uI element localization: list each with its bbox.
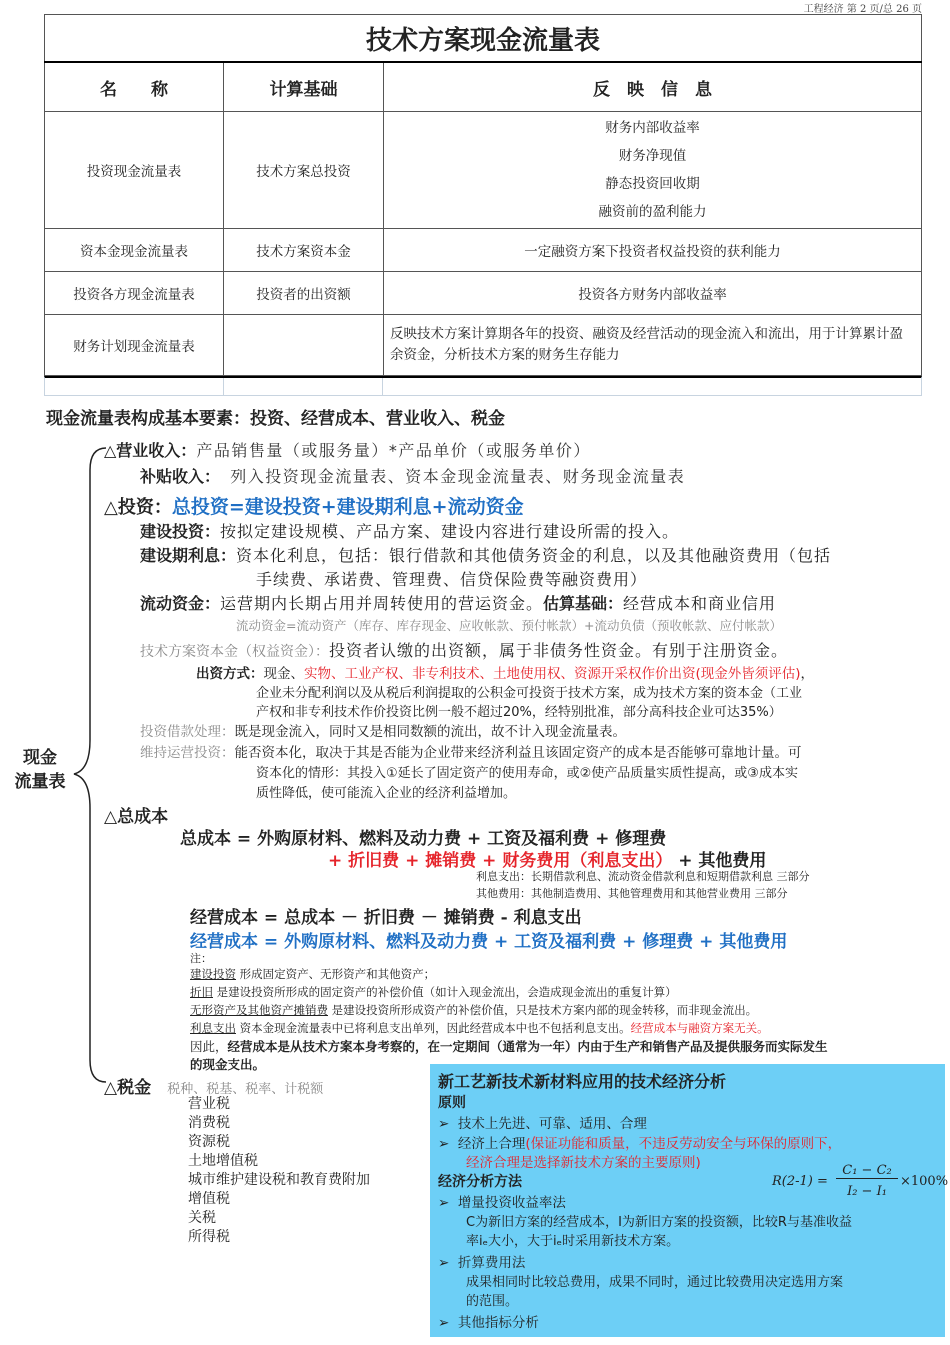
header-name: 名 称 [45, 62, 224, 112]
method-3: 其他指标分析 [457, 1315, 539, 1331]
conclusion-line-2: 的现金支出。 [190, 1057, 266, 1072]
note-text: 是建设投资所形成资产的补偿价值，只是技术方案内部的现金转移，而非现金流出。 [328, 1003, 758, 1017]
header-basis: 计算基础 [224, 62, 384, 112]
formula-lhs: R(2-1) = [772, 1174, 828, 1189]
left-brace [70, 440, 110, 1090]
brace-label-line: 现金 [23, 748, 57, 768]
principle-1: 技术上先进、可靠、适用、合理 [457, 1116, 647, 1132]
row-basis: 投资者的出资额 [224, 272, 384, 315]
info-line: 财务净现值 [618, 148, 687, 164]
contrib-label: 出资方式： [196, 666, 264, 682]
bullet-icon: ➢ [438, 1255, 450, 1271]
tax-sub: 税种、税基、税率、计税额 [167, 1082, 324, 1097]
brace-label-line: 流量表 [14, 772, 66, 792]
note-label: 注： [190, 952, 212, 965]
subsidy-line [140, 464, 685, 487]
note-term: 折旧 [190, 985, 213, 999]
table-title: 技术方案现金流量表 [45, 15, 922, 63]
construction-line [140, 519, 679, 542]
principle-2: 经济上合理 [457, 1136, 526, 1152]
conclusion-line [190, 1037, 828, 1055]
tax-item: 增值税 [188, 1191, 230, 1207]
maintain-line-3: 质性降低，使可能流入企业的经济利益增加。 [256, 786, 517, 801]
brace-label [10, 746, 70, 794]
note-4 [190, 1020, 769, 1036]
working-text: 运营期内长期占用并周转使用的营运资金。 [220, 594, 544, 613]
elements-title: 现金流量表构成基本要素：投资、经营成本、营业收入、税金 [46, 409, 505, 429]
contrib-assets: 实物、工业产权、非专利技术、土地使用权、资源开采权作价出资 [304, 666, 696, 682]
formula-tail: ×100% [900, 1174, 949, 1189]
equity-line [140, 638, 788, 661]
maintain-line-2: 资本化的情形：其投入①延长了固定资产的使用寿命，或②使产品质量实质性提高，或③成本实 [256, 766, 798, 781]
maintain-text: 能否资本化，取决于其是否能为企业带来经济利益且该固定资产的成本是否能够可靠地计量。可 [234, 745, 802, 761]
estimate-text: 经营成本和商业信用 [623, 594, 777, 613]
subsidy-label: 补贴收入： [140, 467, 221, 486]
other-note: 其他费用：其他制造费用、其他管理费用和其他营业费用 三部分 [476, 887, 788, 900]
note-2 [190, 984, 677, 1000]
formula-den: I₂ − I₁ [847, 1184, 887, 1199]
info-line: 静态投资回收期 [605, 176, 700, 192]
note-1 [190, 966, 435, 982]
equity-text: 投资者认缴的出资额，属于非债务性资金。有别于注册资金。 [329, 641, 789, 660]
tax-item: 消费税 [188, 1115, 230, 1131]
bullet-icon: ➢ [438, 1195, 450, 1211]
method-1-text: C为新旧方案的经营成本，I为新旧方案的投资额，比较R与基准收益 [466, 1215, 852, 1230]
investment-label: △投资： [104, 497, 172, 518]
maintain-label: 维持运营投资： [140, 745, 235, 761]
investment-line [104, 492, 524, 519]
row-name: 财务计划现金流量表 [45, 315, 224, 376]
cost-label: △总成本 [104, 807, 169, 827]
working-label: 流动资金： [140, 594, 221, 613]
operating-cost-2: 经营成本 = 外购原材料、燃料及动力费 + 工资及福利费 + 修理费 + 其他费用 [190, 932, 788, 952]
tax-label: △税金 [104, 1078, 152, 1098]
contribution-line-2: 企业未分配利润以及从税后利润提取的公积金可投资于技术方案，成为技术方案的资本金（工业 [256, 686, 803, 701]
loan-label: 投资借款处理： [140, 724, 235, 740]
row-name: 资本金现金流量表 [45, 229, 224, 272]
principle-2-note: (保证功能和质量，不违反劳动安全与环保的原则下， [525, 1136, 842, 1152]
conclusion-prefix: 因此， [190, 1039, 228, 1054]
row-info [384, 112, 922, 229]
estimate-label: 估算基础： [543, 594, 624, 613]
equity-label: 技术方案资本金（权益资金）： [140, 644, 329, 660]
working-formula: 流动资金=流动资产（库存、库存现金、应收帐款、预付帐款）+流动负债（预收帐款、应付帐款） [236, 618, 782, 633]
total-cost-1: 总成本 = 外购原材料、燃料及动力费 + 工资及福利费 + 修理费 [180, 829, 667, 849]
maintain-line [140, 741, 802, 761]
formula-num: C₁ − C₂ [836, 1163, 898, 1179]
header-info: 反 映 信 息 [384, 62, 922, 112]
note-red: 经营成本与融资方案无关。 [630, 1021, 769, 1035]
table-grid-footer [44, 376, 922, 396]
note-term: 利息支出 [190, 1021, 236, 1035]
loan-line [140, 720, 626, 740]
interest-text-2: 手续费、承诺费、管理费、信贷保险费等融资费用） [256, 570, 648, 589]
note-3 [190, 1002, 757, 1018]
conclusion-text: 经营成本是从技术方案本身考察的，在一定期间（通常为一年）内由于生产和销售产品及提供服务而实际发生 [227, 1039, 828, 1054]
total-cost-red: + 折旧费 + 摊销费 + 财务费用（利息支出） [328, 851, 673, 871]
contribution-line [196, 662, 814, 682]
tax-item: 城市维护建设税和教育费附加 [188, 1172, 370, 1188]
interest-label: 建设期利息： [140, 546, 237, 565]
revenue-text: 产品销售量（或服务量）*产品单价（或服务单价） [196, 441, 591, 460]
row-basis [224, 315, 384, 376]
investment-formula: 总投资=建设投资+建设期利息+流动资金 [171, 496, 524, 518]
row-basis: 技术方案总投资 [224, 112, 384, 229]
page-header: 工程经济 第 2 页/总 26 页 [803, 4, 922, 15]
subsidy-text: 列入投资现金流量表、资本金现金流量表、财务现金流量表 [230, 467, 686, 486]
contrib-eval: (现金外皆须评估) [695, 666, 801, 682]
contrib-cash: 现金、 [263, 666, 304, 682]
construction-text: 按拟定建设规模、产品方案、建设内容进行建设所需的投入。 [220, 522, 680, 541]
box-principle: 原则 [438, 1095, 466, 1111]
principle-2-note-2: 经济合理是选择新技术方案的主要原则) [466, 1155, 701, 1171]
note-text: 是建设投资所形成的固定资产的补偿价值（如计入现金流出，会造成现金流出的重复计算） [213, 985, 677, 999]
note-term: 建设投资 [190, 967, 236, 981]
info-line: 融资前的盈利能力 [598, 204, 707, 220]
note-term: 无形资产及其他资产摊销费 [190, 1003, 328, 1017]
box-title: 新工艺新技术新材料应用的技术经济分析 [438, 1072, 727, 1091]
tax-item: 营业税 [188, 1096, 230, 1112]
revenue-line [104, 438, 591, 461]
bullet-icon: ➢ [438, 1136, 450, 1152]
construction-label: 建设投资： [140, 522, 221, 541]
method-2: 折算费用法 [457, 1255, 526, 1271]
box-method: 经济分析方法 [438, 1174, 522, 1190]
row-name: 投资各方现金流量表 [45, 272, 224, 315]
tax-item: 关税 [188, 1210, 216, 1226]
method-1-text-2: 率iₑ大小，大于iₑ时采用新技术方案。 [466, 1234, 680, 1249]
bullet-icon: ➢ [438, 1315, 450, 1331]
loan-text: 既是现金流入，同时又是相同数额的流出，故不计入现金流量表。 [234, 724, 626, 740]
row-info: 投资各方财务内部收益率 [384, 272, 922, 315]
tax-item: 土地增值税 [188, 1153, 258, 1169]
revenue-label: △营业收入： [104, 441, 197, 460]
tax-item: 资源税 [188, 1134, 230, 1150]
contribution-line-3: 产权和非专利技术作价投资比例一般不超过20%，经特别批准，部分高科技企业可达35%） [256, 705, 782, 720]
working-capital-line [140, 591, 776, 614]
interest-line [140, 543, 831, 566]
row-info: 一定融资方案下投资者权益投资的获利能力 [384, 229, 922, 272]
row-info: 反映技术方案计算期各年的投资、融资及经营活动的现金流入和流出，用于计算累计盈余资金，分析技术方案的财务生存能力 [384, 315, 922, 376]
new-tech-analysis-box [430, 1064, 949, 1337]
note-text: 形成固定资产、无形资产和其他资产； [236, 967, 436, 981]
method-1: 增量投资收益率法 [457, 1195, 566, 1211]
row-basis: 技术方案资本金 [224, 229, 384, 272]
method-2-text: 成果相同时比较总费用，成果不同时，通过比较费用决定选用方案 [466, 1275, 844, 1290]
cash-flow-table [44, 14, 922, 376]
contrib-comma: ， [800, 666, 815, 682]
row-name: 投资现金流量表 [45, 112, 224, 229]
tax-list [188, 1095, 370, 1247]
interest-text: 资本化利息，包括：银行借款和其他债务资金的利息，以及其他融资费用（包括 [236, 546, 832, 565]
total-cost-rest: + 其他费用 [678, 851, 767, 871]
operating-cost-1: 经营成本 = 总成本 － 折旧费 － 摊销费 - 利息支出 [190, 908, 582, 928]
bullet-icon: ➢ [438, 1116, 450, 1132]
tax-item: 所得税 [188, 1229, 230, 1245]
note-text: 资本金现金流量表中已将利息支出单列，因此经营成本中也不包括利息支出。 [236, 1021, 631, 1035]
info-line: 财务内部收益率 [605, 120, 700, 136]
interest-note: 利息支出：长期借款利息、流动资金借款利息和短期借款利息 三部分 [476, 870, 810, 883]
method-2-text-2: 的范围。 [466, 1294, 519, 1309]
